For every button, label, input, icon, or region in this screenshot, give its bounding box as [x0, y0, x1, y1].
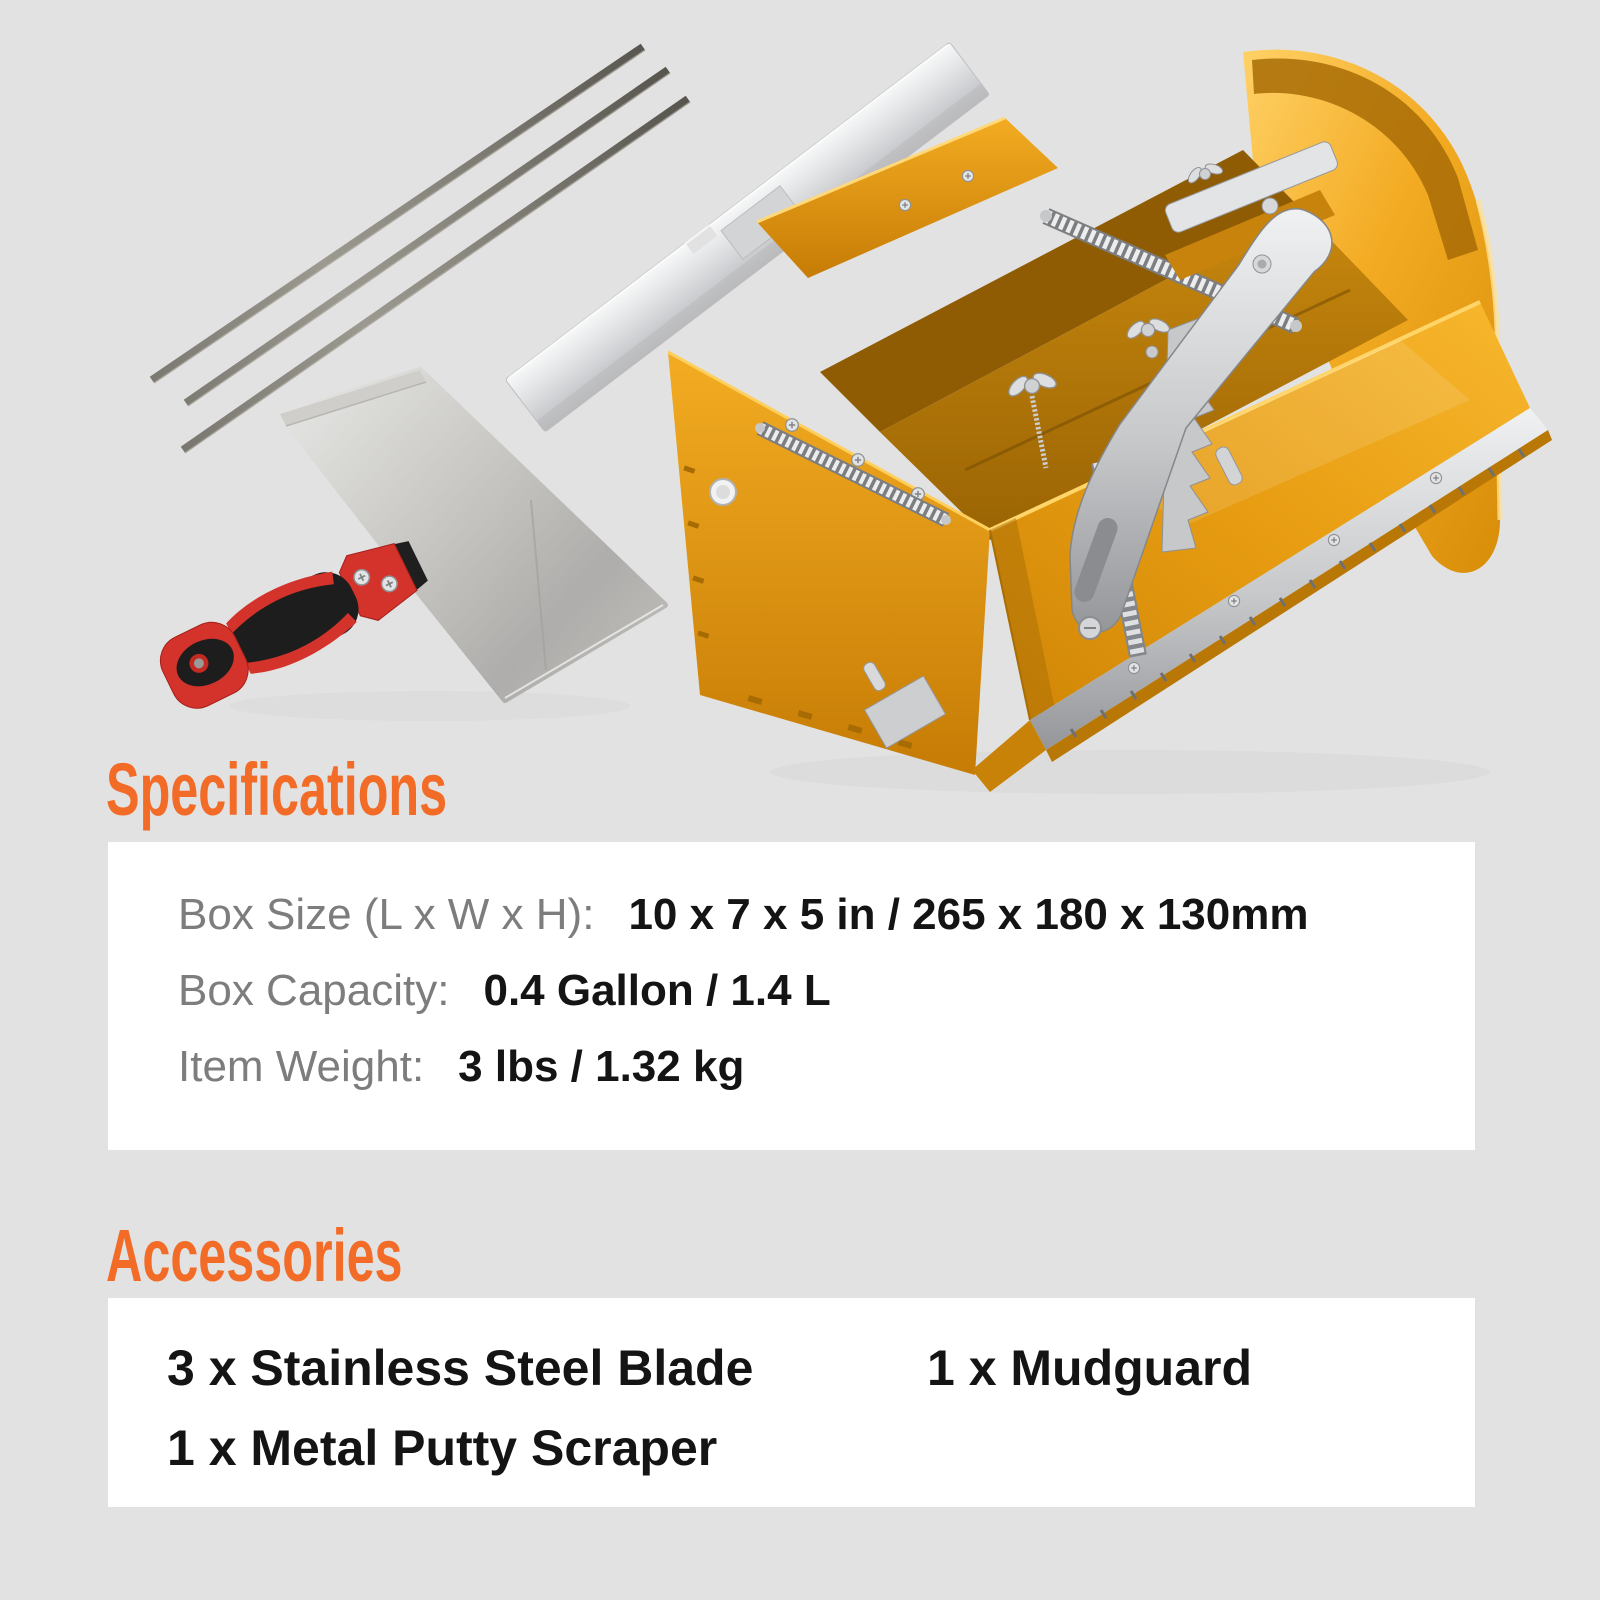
accessory-item-mudguard: 1 x Mudguard	[927, 1340, 1253, 1396]
spec-row-item-weight	[178, 1029, 1475, 1105]
specifications-heading: Specifications	[106, 748, 448, 831]
spec-label: Item Weight:	[178, 1042, 425, 1091]
accessory-item-blades: 3 x Stainless Steel Blade	[167, 1340, 754, 1396]
spec-row-box-capacity	[178, 953, 1475, 1029]
spec-row-box-size	[178, 877, 1475, 953]
spec-label: Box Size (L x W x H):	[178, 890, 595, 939]
spec-label: Box Capacity:	[178, 966, 450, 1015]
scraper-handle	[152, 527, 435, 717]
accessory-item-scraper: 1 x Metal Putty Scraper	[167, 1420, 718, 1476]
accessories-heading: Accessories	[106, 1214, 403, 1297]
spec-value: 0.4 Gallon / 1.4 L	[483, 966, 831, 1015]
specifications-panel	[108, 842, 1475, 1150]
spec-value: 3 lbs / 1.32 kg	[458, 1042, 745, 1091]
accessories-panel	[108, 1298, 1475, 1507]
spec-value: 10 x 7 x 5 in / 265 x 180 x 130mm	[628, 890, 1309, 939]
